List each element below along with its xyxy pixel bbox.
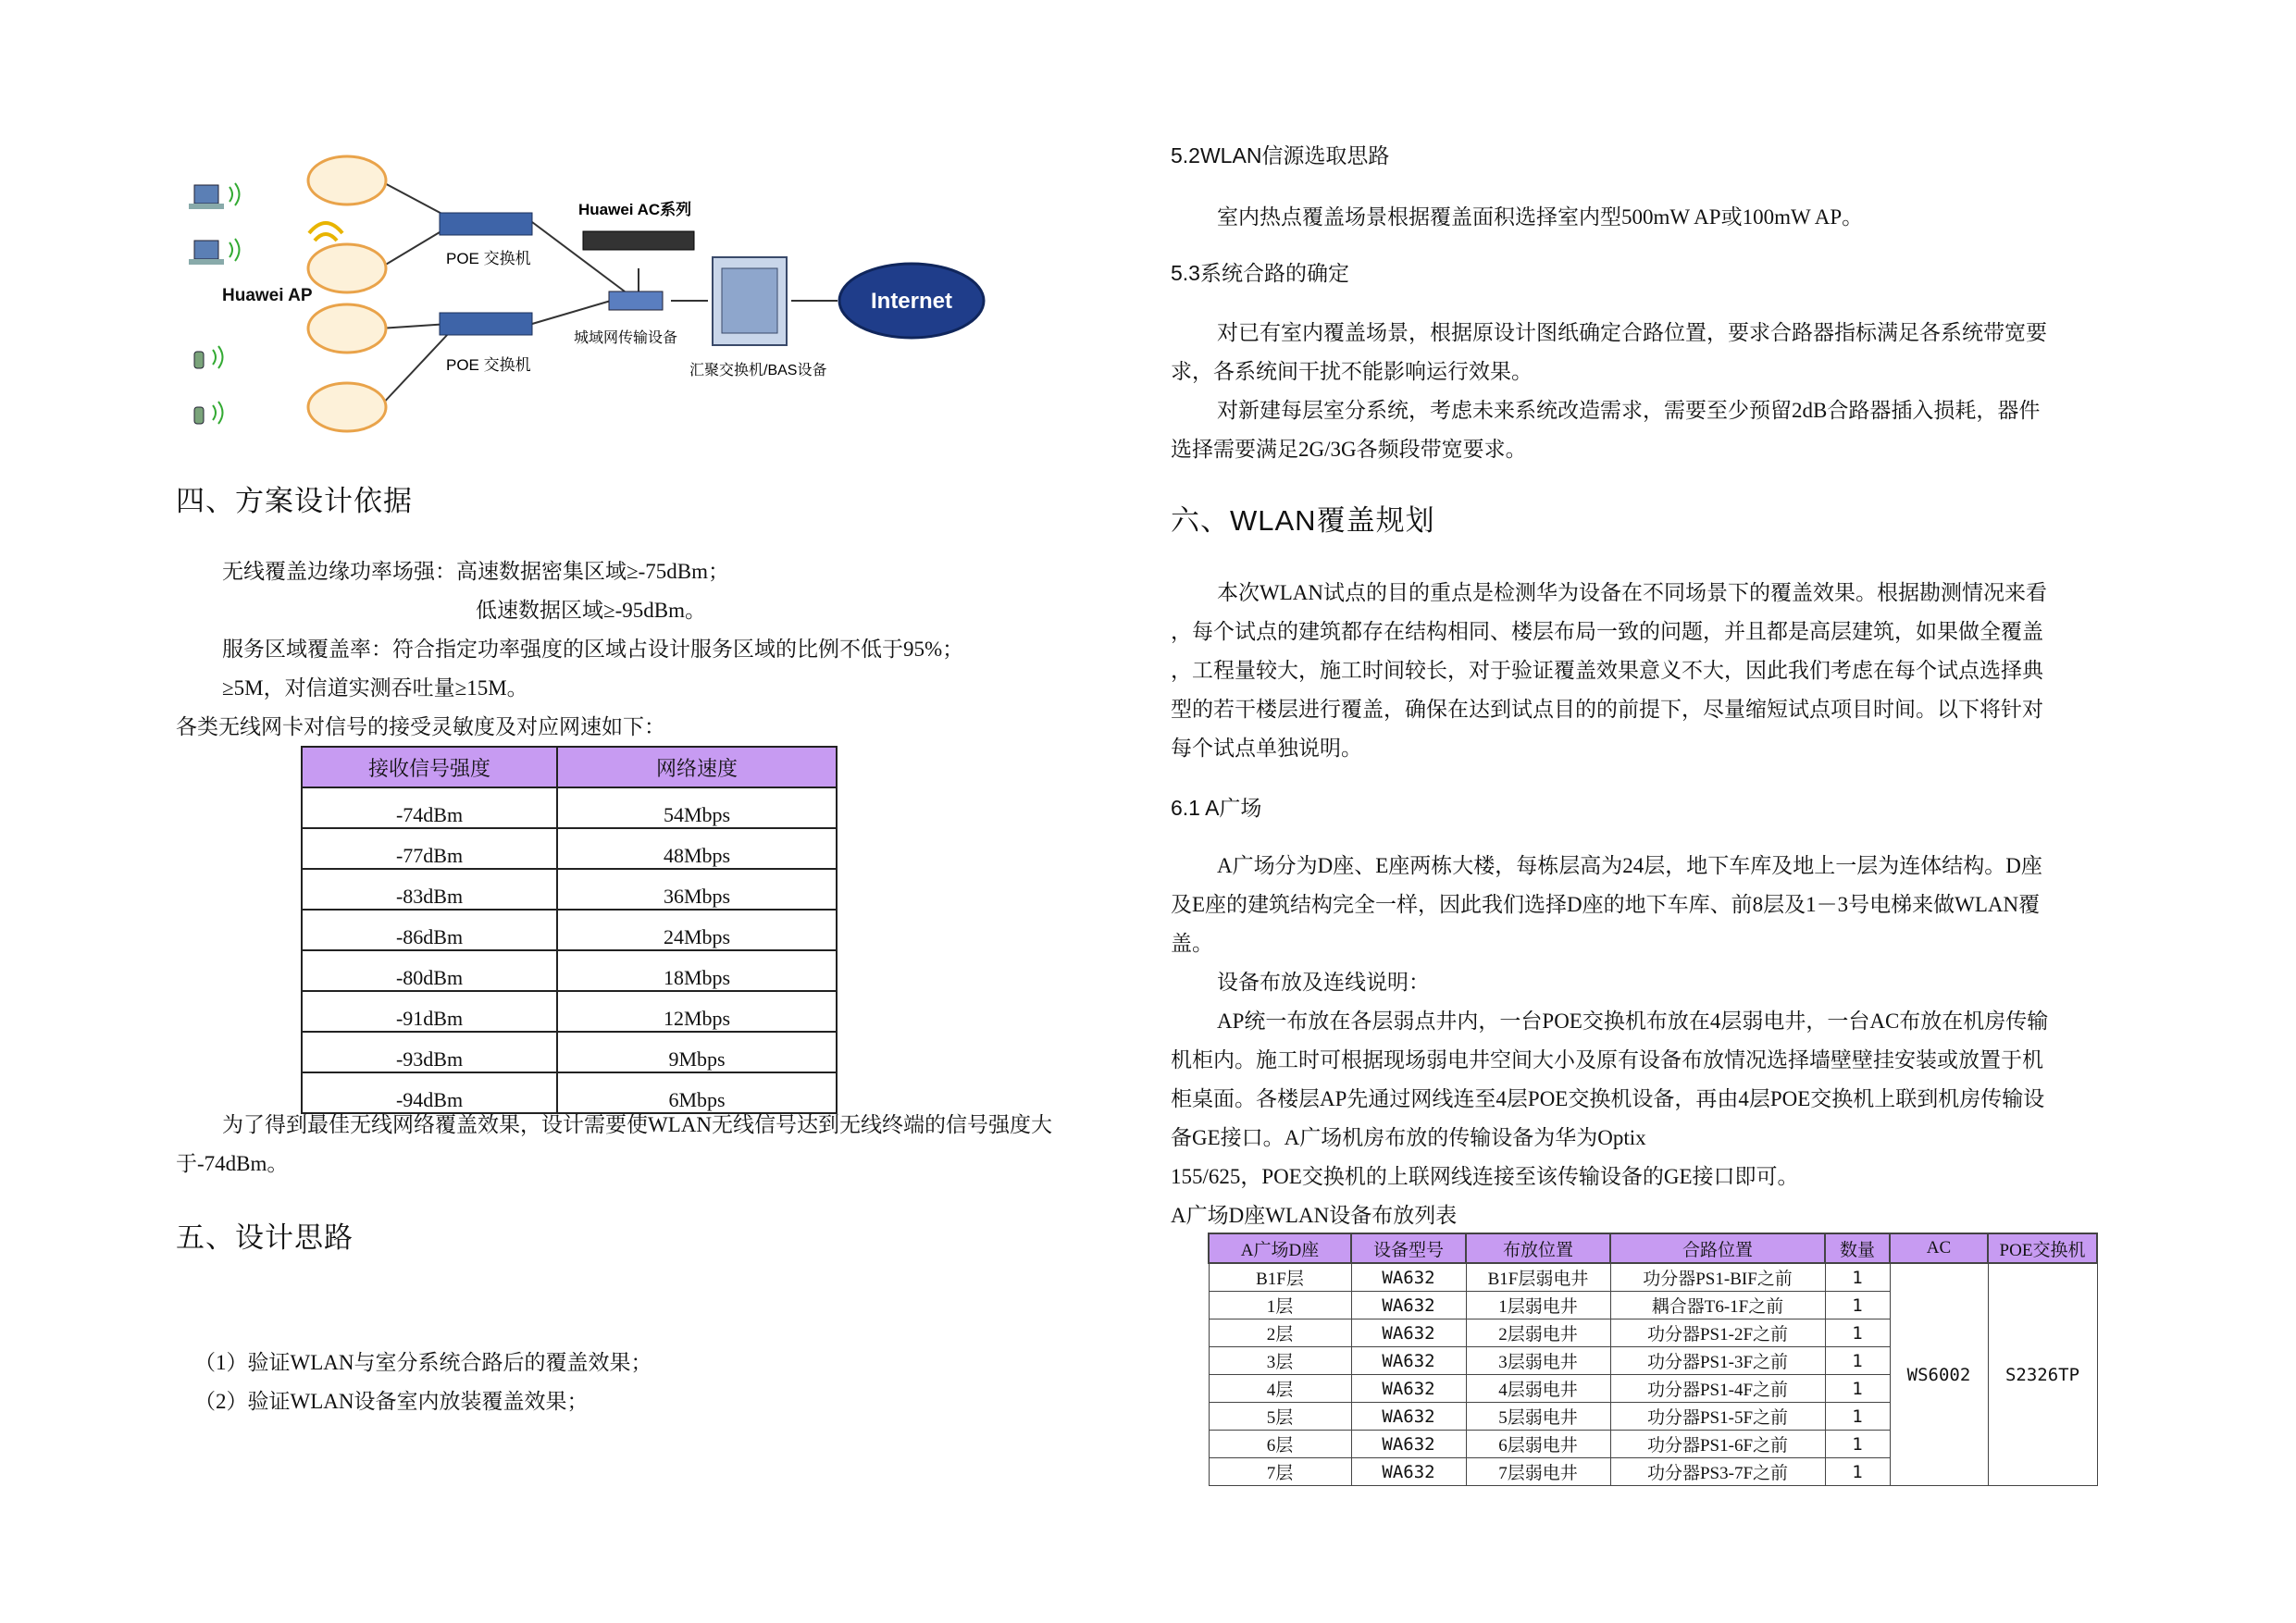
transmission-device-icon [609,291,663,310]
table-cell: -94dBm [302,1072,557,1113]
table-row [302,950,837,991]
table-cell: WA632 [1351,1431,1466,1458]
table-row [302,869,837,910]
section6-p-l4: 型的若干楼层进行覆盖，确保在达到试点目的的前提下，尽量缩短试点项目时间。以下将针对 [1171,698,2043,721]
table-cell: 5层弱电井 [1466,1403,1610,1431]
header-poe-switch: POE交换机 [1988,1233,2097,1263]
table-cell: 36Mbps [557,869,837,910]
table-row [1209,1263,2097,1292]
table-cell: WA632 [1351,1263,1466,1292]
poe-model-cell: S2326TP [1988,1263,2097,1486]
section61-p1-l3: 盖。 [1171,932,1213,955]
header-combiner: 合路位置 [1610,1233,1825,1263]
access-point-icon [308,156,386,431]
section61-p2: 设备布放及连线说明： [1217,971,1430,994]
section6-p-l3: ，工程量较大，施工时间较长，对于验证覆盖效果意义不大，因此我们考虑在每个试点选择典 [1171,659,2043,682]
table-cell: 1 [1825,1347,1890,1375]
header-model: 设备型号 [1351,1233,1466,1263]
table-cell: WA632 [1351,1458,1466,1486]
section61-p3-l5: 155/625，POE交换机的上联网线连接至该传输设备的GE接口即可。 [1171,1165,1799,1188]
phone-icon [194,352,204,424]
section52-title: 5.2WLAN信源选取思路 [1171,143,1390,167]
table-cell: -93dBm [302,1032,557,1072]
table-cell: 4层弱电井 [1466,1375,1610,1403]
header-network-speed: 网络速度 [557,747,837,787]
network-diagram [176,139,1009,444]
internet-label: Internet [870,289,953,314]
table-cell: 7层弱电井 [1466,1458,1610,1486]
header-location: 布放位置 [1466,1233,1610,1263]
header-floor: A广场D座 [1209,1233,1351,1263]
table-cell: 耦合器T6-1F之前 [1610,1292,1825,1319]
table-cell: 3层弱电井 [1466,1347,1610,1375]
table-cell: 4层 [1209,1375,1351,1403]
table-row [302,787,837,828]
table-cell: 功分器PS3-7F之前 [1610,1458,1825,1486]
section4-line4: ≥5M，对信道实测吞吐量≥15M。 [222,676,528,700]
table-cell: 48Mbps [557,828,837,869]
table-cell: 功分器PS1-2F之前 [1610,1319,1825,1347]
section4-line2: 低速数据区域≥-95dBm。 [476,599,707,622]
table-cell: 功分器PS1-4F之前 [1610,1375,1825,1403]
section53-p1-l1: 对已有室内覆盖场景，根据原设计图纸确定合路位置，要求合路器指标满足各系统带宽要 [1217,321,2047,344]
table-cell: 1层 [1209,1292,1351,1319]
header-quantity: 数量 [1825,1233,1890,1263]
table-header-row [1209,1233,2097,1263]
device-table-caption: A广场D座WLAN设备布放列表 [1171,1204,1458,1227]
table-cell: 5层 [1209,1403,1351,1431]
table-cell: -77dBm [302,828,557,869]
table-row [302,991,837,1032]
table-cell: WA632 [1351,1319,1466,1347]
table-cell: 24Mbps [557,910,837,950]
table-cell: WA632 [1351,1347,1466,1375]
table-cell: 6Mbps [557,1072,837,1113]
table-cell: -91dBm [302,991,557,1032]
table-row [302,1032,837,1072]
table-cell: 1层弱电井 [1466,1292,1610,1319]
after-table-line1: 为了得到最佳无线网络覆盖效果，设计需要使WLAN无线信号达到无线终端的信号强度大 [222,1113,1052,1136]
table-cell: 2层弱电井 [1466,1319,1610,1347]
table-cell: 1 [1825,1319,1890,1347]
section5-item2: （2）验证WLAN设备室内放装覆盖效果； [194,1390,589,1413]
header-signal-strength: 接收信号强度 [302,747,557,787]
ac-model-cell: WS6002 [1890,1263,1988,1486]
section4-title: 四、方案设计依据 [176,485,413,517]
section61-p1-l2: 及E座的建筑结构完全一样，因此我们选择D座的地下车库、前8层及1－3号电梯来做WLAN覆 [1171,893,2041,916]
table-cell: WA632 [1351,1375,1466,1403]
table-cell: 1 [1825,1458,1890,1486]
section6-p-l2: ，每个试点的建筑都存在结构相同、楼层布局一致的问题，并且都是高层建筑，如果做全覆盖 [1171,620,2043,643]
table-cell: 1 [1825,1375,1890,1403]
table-row [302,910,837,950]
section6-p-l5: 每个试点单独说明。 [1171,737,1362,760]
metro-device-label: 城域网传输设备 [574,330,678,346]
device-table [1208,1233,2098,1486]
laptop-icon [189,185,224,265]
table-header-row [302,747,837,787]
table-cell: 2层 [1209,1319,1351,1347]
table-cell: 6层 [1209,1431,1351,1458]
table-cell: 功分器PS1-3F之前 [1610,1347,1825,1375]
section61-p3-l1: AP统一布放在各层弱点井内，一台POE交换机布放在4层弱电井，一台AC布放在机房传输 [1217,1010,2049,1033]
section53-p2-l2: 选择需要满足2G/3G各频段带宽要求。 [1171,438,1527,461]
header-ac: AC [1890,1233,1988,1263]
after-table-line2: 于-74dBm。 [176,1152,289,1175]
table-cell: 3层 [1209,1347,1351,1375]
section4-line5: 各类无线网卡对信号的接受灵敏度及对应网速如下： [176,715,665,738]
aggregation-label: 汇聚交换机/BAS设备 [689,363,827,378]
table-cell: 1 [1825,1292,1890,1319]
section61-p3-l4: 备GE接口。A广场机房布放的传输设备为华为Optix [1171,1126,1646,1149]
table-cell: 功分器PS1-BIF之前 [1610,1263,1825,1292]
section6-title: 六、WLAN覆盖规划 [1171,504,1435,537]
signal-speed-table [301,746,838,1114]
table-cell: WA632 [1351,1292,1466,1319]
section53-title: 5.3系统合路的确定 [1171,261,1349,285]
table-cell: 9Mbps [557,1032,837,1072]
table-cell: B1F层 [1209,1263,1351,1292]
section5-item1: （1）验证WLAN与室分系统合路后的覆盖效果； [194,1351,652,1374]
section4-line1: 无线覆盖边缘功率场强：高速数据密集区域≥-75dBm； [222,560,730,583]
section53-p2-l1: 对新建每层室分系统，考虑未来系统改造需求，需要至少预留2dB合路器插入损耗，器件 [1217,399,2041,422]
table-cell: 12Mbps [557,991,837,1032]
table-cell: 7层 [1209,1458,1351,1486]
table-cell: 18Mbps [557,950,837,991]
ac-controller-icon [583,231,694,250]
section52-text: 室内热点覆盖场景根据覆盖面积选择室内型500mW AP或100mW AP。 [1217,205,1864,229]
section4-line3: 服务区域覆盖率：符合指定功率强度的区域占设计服务区域的比例不低于95%； [222,638,964,661]
table-cell: 1 [1825,1263,1890,1292]
table-cell: WA632 [1351,1403,1466,1431]
poe-switch-label-1: POE 交换机 [446,250,531,267]
table-cell: 功分器PS1-5F之前 [1610,1403,1825,1431]
section61-p3-l2: 机柜内。施工时可根据现场弱电井空间大小及原有设备布放情况选择墙壁壁挂安装或放置于机 [1171,1048,2043,1072]
section61-title: 6.1 A广场 [1171,796,1262,820]
table-cell: 54Mbps [557,787,837,828]
table-cell: B1F层弱电井 [1466,1263,1610,1292]
table-cell: -74dBm [302,787,557,828]
ac-series-label: Huawei AC系列 [578,201,692,218]
table-row [302,828,837,869]
table-cell: 1 [1825,1403,1890,1431]
section5-title: 五、设计思路 [176,1221,354,1254]
section61-p1-l1: A广场分为D座、E座两栋大楼，每栋层高为24层，地下车库及地上一层为连体结构。D座 [1217,854,2042,877]
section61-p3-l3: 柜桌面。各楼层AP先通过网线连至4层POE交换机设备，再由4层POE交换机上联到机房传输设 [1171,1087,2045,1110]
section53-p1-l2: 求，各系统间干扰不能影响运行效果。 [1171,360,1533,383]
table-cell: 6层弱电井 [1466,1431,1610,1458]
table-cell: -80dBm [302,950,557,991]
section6-p-l1: 本次WLAN试点的目的重点是检测华为设备在不同场景下的覆盖效果。根据勘测情况来看 [1217,581,2047,604]
table-cell: -86dBm [302,910,557,950]
poe-switch-icon [440,213,532,335]
table-cell: -83dBm [302,869,557,910]
aggregation-switch-icon [713,257,787,345]
table-cell: 功分器PS1-6F之前 [1610,1431,1825,1458]
huawei-ap-label: Huawei AP [222,286,313,305]
table-cell: 1 [1825,1431,1890,1458]
poe-switch-label-2: POE 交换机 [446,356,531,374]
